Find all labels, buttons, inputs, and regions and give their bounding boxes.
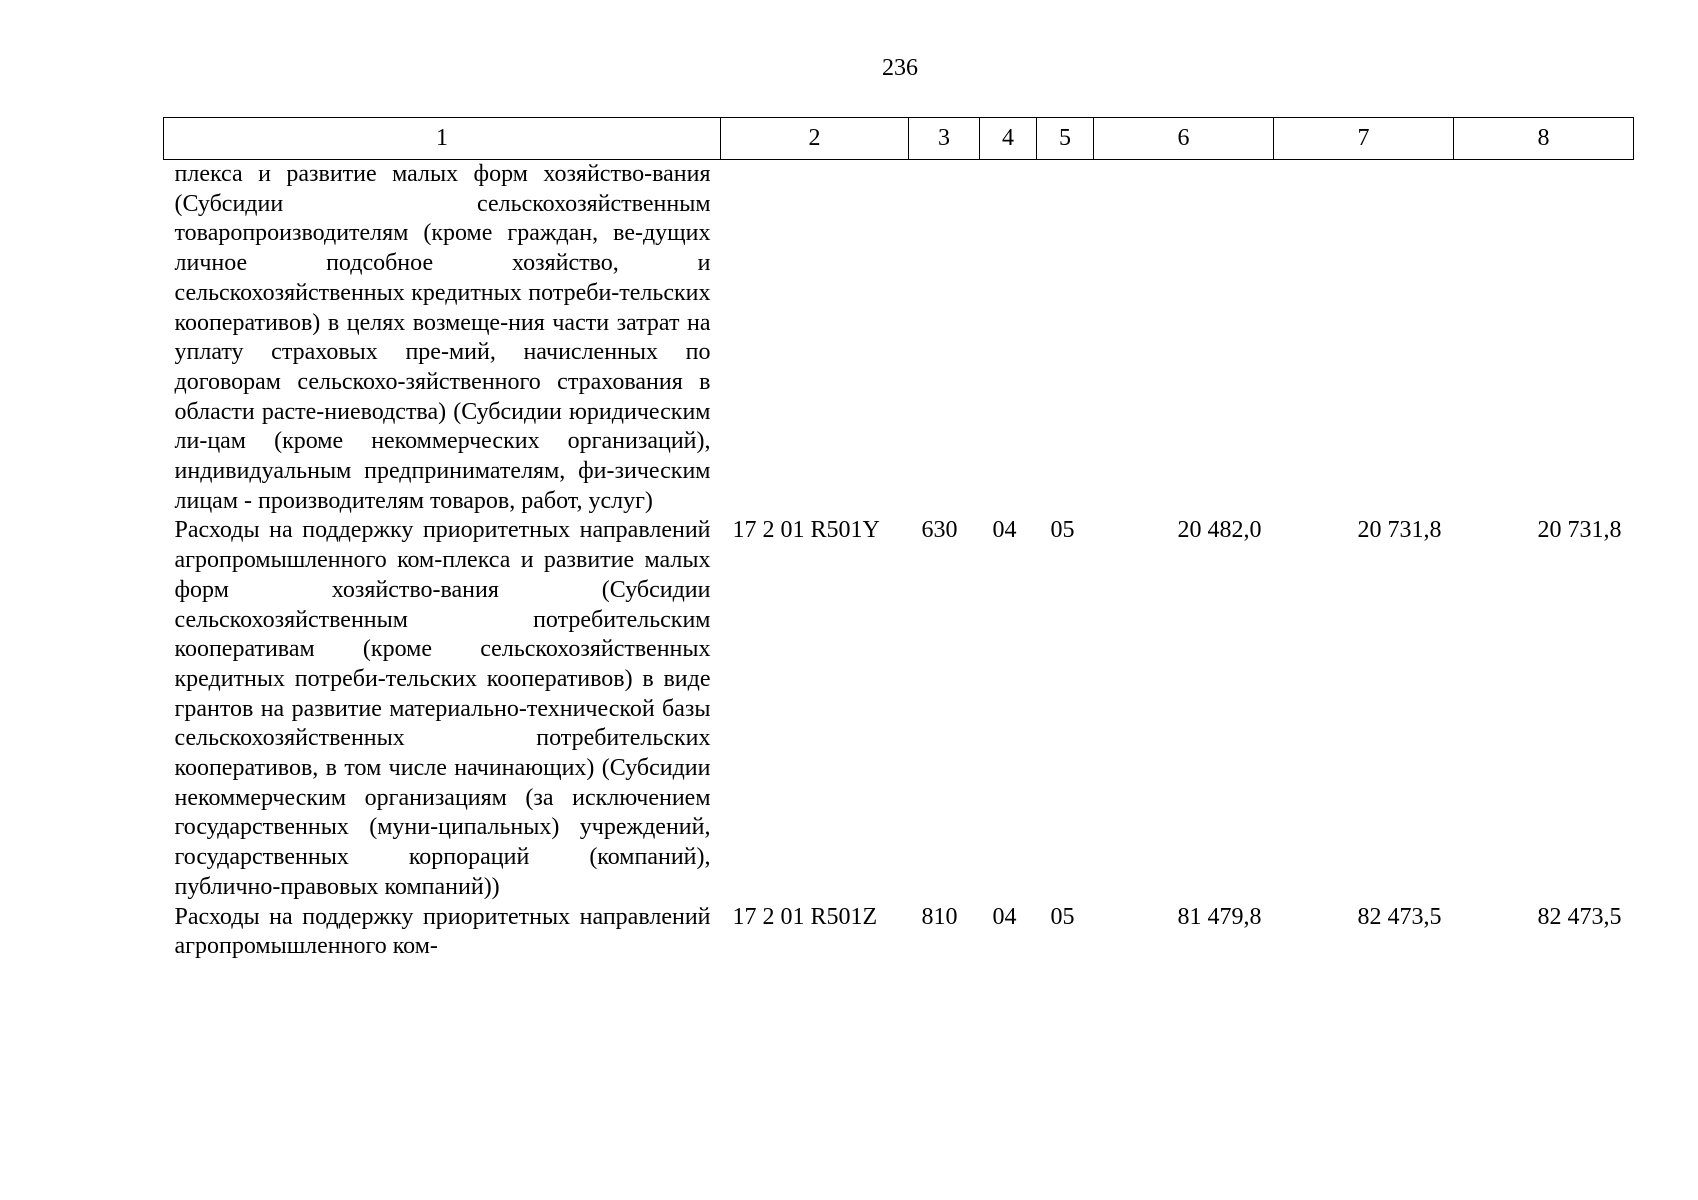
page-number: 236	[882, 55, 918, 81]
row-amount-6	[1094, 160, 1274, 517]
table-header	[164, 118, 1634, 160]
row-target-code: 17 2 01 R501Y	[732, 517, 880, 544]
table-body	[164, 160, 1634, 962]
row-section	[980, 160, 1037, 517]
row-expense-type	[909, 160, 980, 517]
row-subsection	[1037, 160, 1094, 517]
header-col-7: 7	[1274, 118, 1454, 160]
header-col-2: 2	[721, 118, 909, 160]
row-amount-6: 81 479,8	[1177, 903, 1262, 930]
table-row	[164, 903, 1634, 962]
row-amount-8	[1454, 160, 1634, 517]
row-amount-6: 20 482,0	[1177, 517, 1262, 544]
header-col-3: 3	[909, 118, 980, 160]
table-row	[164, 516, 1634, 902]
row-subsection: 05	[1050, 903, 1075, 930]
row-description: Расходы на поддержку приоритетных направлений агропромышленного ком-плекса и развитие малых форм хозяйство-вания (Субсидии сельскохозяйственным потребительским кооперативам (кроме сельскохозяйственных кредитных потреби-тельских кооперативов) в виде грантов на развитие материально-технической базы сельскохозяйственных потребительских кооперативов, в том числе начинающих) (Субсидии некоммерческим организациям (за исключением государственных (муни-ципальных) учреждений, государственных корпораций (компаний), публично-правовых компаний))	[174, 517, 711, 900]
row-description: Расходы на поддержку приоритетных направлений агропромышленного ком-	[174, 903, 711, 960]
row-amount-7	[1274, 160, 1454, 517]
row-section: 04	[992, 517, 1017, 544]
header-col-4: 4	[980, 118, 1037, 160]
header-col-1: 1	[164, 118, 721, 160]
header-col-8: 8	[1454, 118, 1634, 160]
row-amount-7: 20 731,8	[1357, 517, 1442, 544]
row-description: плекса и развитие малых форм хозяйство-вания (Субсидии сельскохозяйственным товаропроизводителям (кроме граждан, ве-дущих личное подсобное хозяйство, и сельскохозяйственных кредитных потреби-тельских кооперативов) в целях возмеще-ния части затрат на уплату страховых пре-мий, начисленных по договорам сельскохо-зяйственного страхования в области расте-ниеводства) (Субсидии юридическим ли-цам (кроме некоммерческих организаций), индивидуальным предпринимателям, фи-зическим лицам - производителям товаров, работ, услуг)	[174, 161, 711, 514]
row-subsection: 05	[1050, 517, 1075, 544]
row-expense-type: 810	[921, 903, 958, 930]
row-amount-8: 82 473,5	[1537, 903, 1622, 930]
row-amount-8: 20 731,8	[1537, 517, 1622, 544]
header-col-6: 6	[1094, 118, 1274, 160]
row-expense-type: 630	[921, 517, 958, 544]
row-amount-7: 82 473,5	[1357, 903, 1442, 930]
row-section: 04	[992, 903, 1017, 930]
header-row	[164, 118, 1634, 160]
budget-table	[163, 117, 1634, 962]
table-row	[164, 160, 1634, 517]
row-target-code	[721, 160, 909, 517]
header-col-5: 5	[1037, 118, 1094, 160]
row-target-code: 17 2 01 R501Z	[732, 903, 878, 930]
